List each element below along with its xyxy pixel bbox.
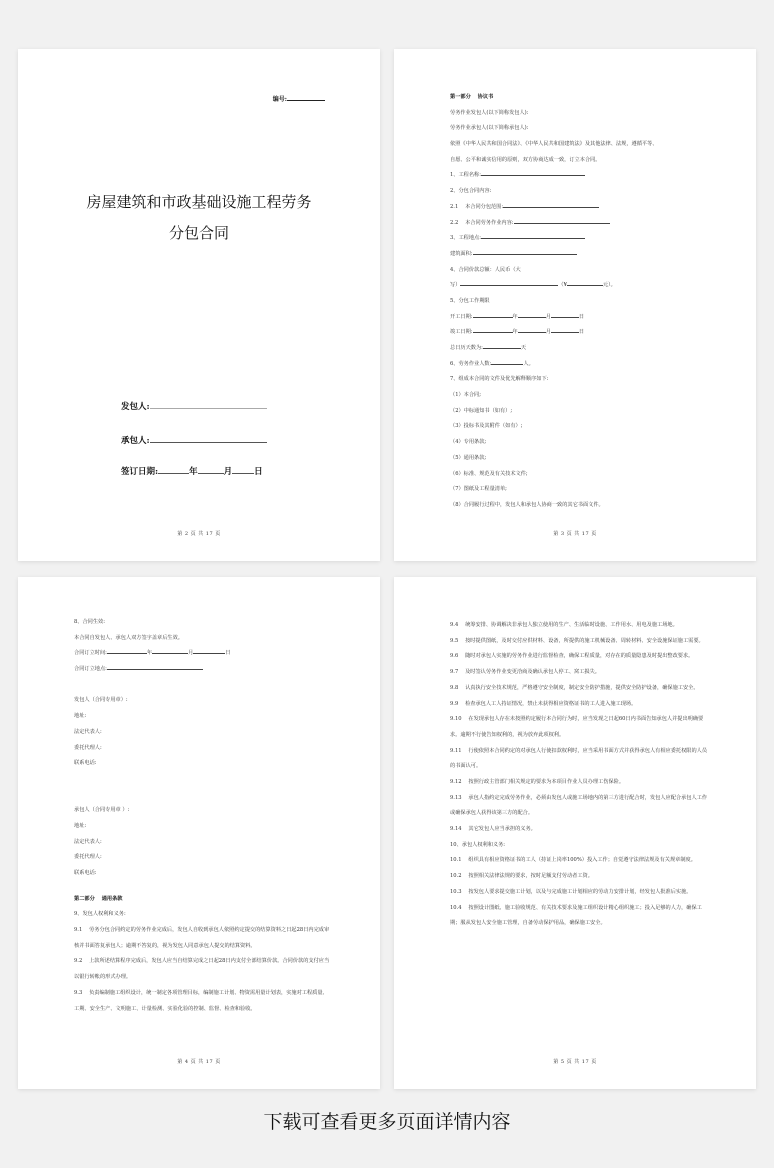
paragraph: 9.11 行使依照本合同约定的对承包人行使扣款权利时，应当采用书面方式并获得承包人有相应委托权限的人员的书面认可。 (450, 747, 708, 770)
download-caption: 下载可查看更多页面详情内容 (263, 1111, 511, 1133)
text-line: 依照《中华人民共和国合同法》、《中华人民共和国建筑法》及其他法律、法规，遵循平等、 (450, 141, 658, 148)
text-line: 8、合同生效: (74, 619, 105, 625)
title-line-1: 房屋建筑和市政基础设施工程劳务 (86, 193, 312, 211)
contract-number (273, 94, 325, 103)
text-line: 地址: (74, 713, 87, 720)
list-item: （3）投标书及其附件（如有）; (450, 423, 523, 430)
blank (473, 249, 577, 255)
field-line: 写） （¥ 元）。 (450, 282, 616, 289)
paragraph: 10、承包人权利和义务: (450, 841, 506, 848)
sign-date (121, 465, 263, 477)
title-line-2: 分包合同 (168, 224, 229, 242)
list-item: （6）标准、规范及有关技术文件; (450, 470, 528, 477)
contract-number-blank (287, 94, 325, 101)
blank (567, 280, 603, 286)
text-line: 2、分包合同内容: (450, 188, 492, 195)
page-footer: 第 5 页 共 17 页 (553, 1059, 597, 1065)
agreement-body (450, 90, 708, 514)
contractor-label: 承包人: (121, 436, 150, 446)
list-item: （7）图纸及工程量清单; (450, 486, 507, 493)
paragraph: 9.12 按照行政主管部门相关规定的要求为本项目作业人员办理工伤保险。 (450, 779, 625, 785)
page-cover (18, 49, 380, 561)
field-line: 2.2 本合同劳务作业内容: (450, 216, 708, 232)
paragraph: 10.4 按照设计图纸、施工验收规范、有关技术要求及施工组织设计精心组织施工；投入足够的人力，确保工期；服从发包人安全施工管理，自备劳动保护用品，确保施工安全。 (450, 904, 702, 927)
contract-number-label: 编号: (272, 96, 287, 103)
field-line: 3、工程地点: (450, 231, 708, 247)
section-heading: 第二部分 通用条款 (74, 895, 123, 902)
text-line: 承包人（合同专用章 ）: (74, 807, 130, 814)
employer-blank (150, 400, 267, 409)
paragraph: 9.6 随时对承包人实施的劳务作业进行监督检查，确保工程质量，对存在的质量隐患及时提出整改要求。 (450, 653, 694, 660)
day-blank (232, 465, 254, 474)
paragraph: 10.2 按照相关法律法规的要求，按时足额支付劳动者工资。 (450, 873, 593, 880)
page-footer: 第 2 页 共 17 页 (177, 531, 221, 537)
text-line: 委托代理人: (74, 854, 102, 861)
sign-date-label: 签订日期: (121, 467, 159, 477)
text-line: 法定代表人: (74, 838, 102, 845)
paragraph: 9.1 劳务分包合同约定的劳务作业完成后，发包人自收到承包人依照约定提交的结算资料之日起28日内完成审核并书面答复承包人；逾期不答复的，视为发包人同意承包人提交的结算资料。 (74, 927, 330, 949)
list-item: （1）本合同; (450, 392, 481, 399)
text-line: 7、组成本合同的文件及优先解释顺序如下: (450, 376, 549, 383)
page-footer: 第 3 页 共 17 页 (553, 531, 597, 537)
text-line: 法定代表人: (74, 728, 102, 735)
employer-sign (121, 400, 267, 412)
paragraph: 9.10 在发现承包人存在未按照约定履行本合同行为时，应当发现之日起60日内书面告知承包人并提出明确要求。逾期不行使告知权利的，视为放弃此项权利。 (450, 716, 704, 738)
page-footer: 第 4 页 共 17 页 (177, 1059, 221, 1065)
blank (514, 218, 610, 224)
paragraph: 9.8 认真执行安全技术规范，严格遵守安全制度，制定安全防护措施，提供安全防护设备，确保施工安全。 (450, 684, 699, 691)
field-line: 1、工程名称: (450, 168, 708, 184)
field-line: 合同订立时间: 年 月 日 (74, 650, 231, 657)
text-line: 地址: (74, 822, 87, 829)
blank (481, 233, 585, 239)
field-line: 建筑面积: (450, 247, 708, 263)
text-line: 4、合同价款总额：人民币（大 (450, 266, 521, 273)
text-line: 劳务作业发包人(以下简称发包人): (450, 109, 529, 116)
blank (503, 202, 599, 208)
month-label: 月 (223, 467, 233, 477)
text-line: 本合同自发包人、承包人双方签字盖章后生效。 (74, 634, 183, 641)
list-item: （5）通用条款; (450, 454, 487, 461)
section-heading: 第一部分 协议书 (450, 94, 494, 100)
field-line: 竣工日期: 年 月 日 (450, 329, 585, 336)
page-signatures (18, 577, 380, 1089)
field-line: 总日历天数为: 天 (450, 345, 527, 351)
paragraph: 10.1 组织具有相应资格证书的工人（持证上岗率100%）投入工作；自觉遵守法律法规及有关规章制度。 (450, 857, 696, 864)
page-agreement (394, 49, 756, 561)
text-line: 自愿、公平和诚实信用的原则，双方协商达成一致，订立本合同。 (450, 156, 601, 163)
paragraph: 9.14 其它发包人应当承担的义务。 (450, 826, 536, 833)
paragraph: 10.3 按发包人要求提交施工计划，以及与完成施工计划相应的劳动力安排计划，经发包人批准后实施。 (450, 888, 692, 895)
paragraph: 9.2 上款所述结算程序完成后，发包人应当自结算完成之日起28日内支付全部结算价款。合同价款的支付应当以银行转帐的形式办理。 (74, 958, 330, 981)
list-item: （2）中标通知书（如有）; (450, 407, 513, 414)
employer-label: 发包人: (121, 402, 150, 412)
text-line: 联系电话: (74, 760, 97, 767)
text-line: 委托代理人: (74, 744, 102, 751)
signatures-body (74, 615, 332, 1017)
text-line: 发包人（合同专用章）: (74, 697, 128, 704)
list-item: （4）专用条款; (450, 439, 487, 446)
blank (481, 170, 585, 176)
paragraph: 9.5 按时提供图纸，及时交付应供材料、设备，所提供的施工机械设备、周转材料、安全设施保证施工需要。 (450, 637, 704, 644)
field-line: 2.1 本合同分包范围: (450, 200, 708, 216)
paragraph: 9.13 承包人指约定完成劳务作业，必须由发包人或施工场地内的第三方进行配合时，发包人应配合承包人工作或确保承包人获得该第三方的配合。 (450, 794, 708, 817)
month-blank (198, 465, 224, 474)
paragraph: 9.4 统筹安排、协调解决非承包人独立使用的生产、生活临时设施、工作用水、用电及施工场地。 (450, 622, 678, 628)
paragraph: 9.9 检查承包人工人持证情况，禁止未获得相应资格证书的工人进入施工现场。 (450, 700, 637, 707)
field-line: 6、劳务作业人数: 人。 (450, 360, 534, 367)
year-blank (158, 465, 189, 474)
paragraph: 9.3 负责编制施工组织设计，统一制定各项管理目标，编制施工计划、物资需用量计划表，实施对工程质量、工期、安全生产、文明施工、计量检测、实验化验的控制、监督、检查和验收。 (74, 989, 328, 1012)
list-item: （8）合同履行过程中，发包人和承包人协商一致的其它书面文件。 (450, 501, 604, 508)
obligations-body (450, 618, 708, 932)
day-label: 日 (254, 467, 263, 477)
text-line: 劳务作业承包人(以下简称承包人): (450, 125, 529, 132)
field-line: 合同订立地点: (74, 662, 332, 678)
contractor-blank (150, 434, 267, 443)
page-obligations (394, 577, 756, 1089)
year-label: 年 (189, 467, 198, 477)
text-line: 联系电话: (74, 870, 97, 876)
blank (460, 280, 558, 286)
field-line: 开工日期: 年 月 日 (450, 313, 585, 320)
contract-title (18, 187, 380, 249)
text-line: 5、分包工作期限 (450, 297, 490, 304)
paragraph: 9.7 及时签认劳务作业变更洽商及确认承包人停工、窝工损失。 (450, 669, 600, 676)
text-line: 9、发包人权利和义务: (74, 911, 126, 918)
contractor-sign (121, 434, 267, 446)
